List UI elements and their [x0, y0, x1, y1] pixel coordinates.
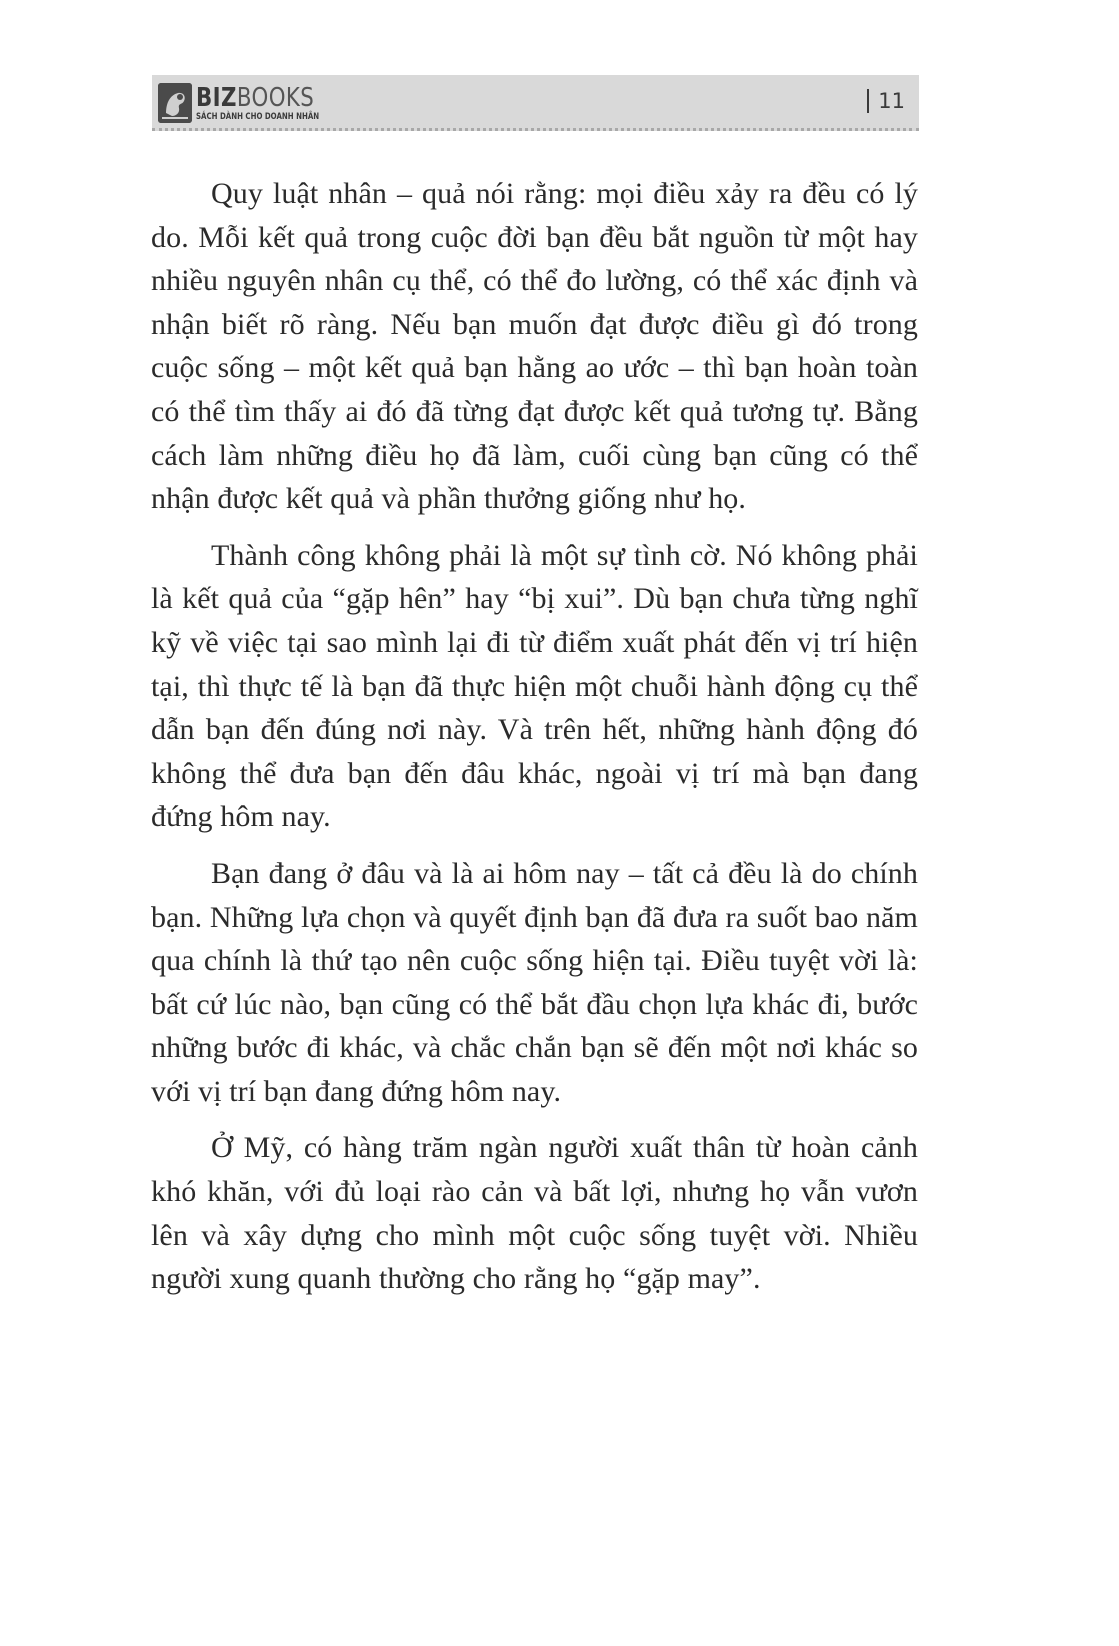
paragraph: Bạn đang ở đâu và là ai hôm nay – tất cả đều là do chính bạn. Những lựa chọn và quyết định bạn đã đưa ra suốt bao năm qua chính là thứ tạo nên cuộc sống hiện tại. Điều tuyệt vời là: bất cứ lúc nào, bạn cũng có thể bắt đầu chọn lựa khác đi, bước những bước đi khác, và chắc chắn bạn sẽ đến một nơi khác so với vị trí bạn đang đứng hôm nay. — [151, 856, 918, 1108]
bizbooks-logo — [158, 81, 354, 125]
brand-name: BIZBOOKS — [196, 82, 315, 113]
paragraph: Quy luật nhân – quả nói rằng: mọi điều xảy ra đều có lý do. Mỗi kết quả trong cuộc đời bạn đều bắt nguồn từ một hay nhiều nguyên nhân cụ thể, có thể đo lường, có thể xác định và nhận biết rõ ràng. Nếu bạn muốn đạt được điều gì đó trong cuộc sống – một kết quả bạn hằng ao ước – thì bạn hoàn toàn có thể tìm thấy ai đó đã từng đạt được kết quả tương tự. Bằng cách làm những điều họ đã làm, cuối cùng bạn cũng có thể nhận được kết quả và phần thưởng giống như họ. — [151, 177, 918, 516]
logo-text — [196, 82, 354, 122]
paragraph: Thành công không phải là một sự tình cờ. Nó không phải là kết quả của “gặp hên” hay “bị xui”. Dù bạn chưa từng nghĩ kỹ về việc tại sao mình lại đi từ điểm xuất phát đến vị trí hiện tại, thì thực tế là bạn đã thực hiện một chuỗi hành động cụ thể dẫn bạn đến đúng nơi này. Và trên hết, những hành động đó không thể đưa bạn đến đâu khác, ngoài vị trí mà bạn đang đứng hôm nay. — [151, 538, 918, 834]
bizbooks-logo-icon — [158, 83, 192, 123]
page-number-value: 11 — [878, 89, 905, 113]
page-body — [151, 172, 918, 1314]
page-header — [152, 75, 919, 131]
page-number-divider — [867, 89, 869, 113]
page-number — [867, 89, 905, 113]
paragraph: Ở Mỹ, có hàng trăm ngàn người xuất thân từ hoàn cảnh khó khăn, với đủ loại rào cản và bất lợi, nhưng họ vẫn vươn lên và xây dựng cho mình một cuộc sống tuyệt vời. Nhiều người xung quanh thường cho rằng họ “gặp may”. — [151, 1131, 918, 1296]
brand-tagline: SÁCH DÀNH CHO DOANH NHÂN — [196, 111, 320, 122]
